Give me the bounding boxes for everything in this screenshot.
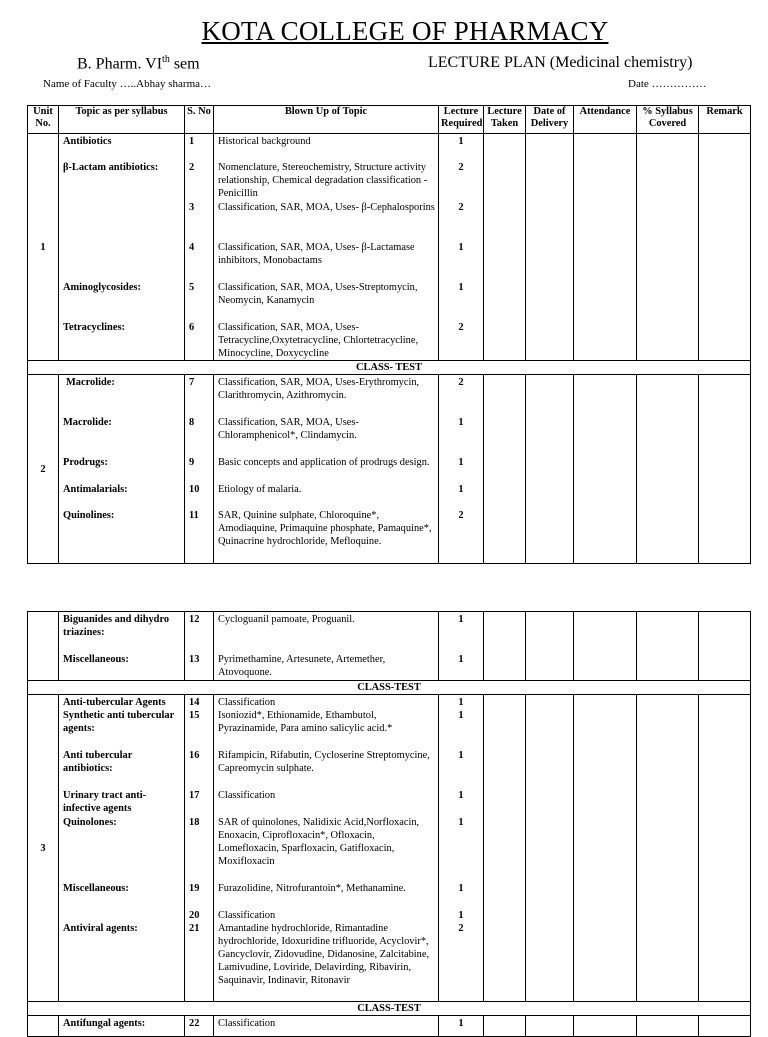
sno-column: [185, 375, 214, 564]
topic: Anti tubercular antibiotics:: [63, 750, 133, 774]
topic: Prodrugs:: [63, 457, 108, 468]
syllabus-covered-cell: [637, 612, 699, 681]
attendance-cell: [574, 612, 637, 681]
date-field: Date ……………: [628, 78, 707, 90]
date-of-delivery-cell: [526, 612, 574, 681]
date-of-delivery-cell: [526, 695, 574, 1002]
blown-up-topic: Rifampicin, Rifabutin, Cycloserine Streptomycine, Capreomycin sulphate.: [218, 750, 430, 774]
blown-up-topic: Basic concepts and application of prodrugs design.: [218, 457, 430, 468]
class-test-row: [28, 361, 751, 375]
serial-number: 1: [189, 136, 195, 147]
topic: Macrolide:: [66, 377, 115, 388]
serial-number: 15: [189, 710, 200, 721]
serial-number: 3: [189, 202, 195, 213]
lecture-required: 1: [458, 817, 464, 828]
serial-number: 7: [189, 377, 195, 388]
col-header: Lecture Required: [439, 106, 484, 134]
col-header: Unit No.: [28, 106, 59, 134]
remark-cell: [699, 695, 751, 1002]
serial-number: 10: [189, 484, 200, 495]
lecture-required: 1: [458, 417, 464, 428]
sno-column: [185, 134, 214, 361]
lecture-required: 1: [458, 750, 464, 761]
blown-up-topic: SAR, Quinine sulphate, Chloroquine*, Amodiaquine, Primaquine phosphate, Pamaquine*, Quinacrine hydrochloride, Mefloquine.: [218, 510, 432, 547]
lecture-required: 1: [458, 242, 464, 253]
unit-number: [28, 612, 59, 681]
serial-number: 14: [189, 697, 200, 708]
table-row: [28, 695, 751, 1002]
class-test-label: CLASS-TEST: [28, 681, 751, 695]
lecture-required-column: [439, 1016, 484, 1037]
lecture-required: 2: [458, 377, 464, 388]
topic: Macrolide:: [63, 417, 112, 428]
col-header: Date of Delivery: [526, 106, 574, 134]
unit-number: 2: [28, 375, 59, 564]
blown-column: [214, 612, 439, 681]
lecture-taken-cell: [484, 612, 526, 681]
sno-column: [185, 695, 214, 1002]
blown-up-topic: Classification: [218, 790, 276, 801]
remark-cell: [699, 1016, 751, 1037]
topic: Miscellaneous:: [63, 883, 129, 894]
unit-number: 3: [28, 695, 59, 1002]
blown-up-topic: Classification, SAR, MOA, Uses- β-Cephalosporins: [218, 202, 435, 213]
blown-up-topic: Cycloguanil pamoate, Proguanil.: [218, 614, 355, 625]
topic: Aminoglycosides:: [63, 282, 141, 293]
lecture-required-column: [439, 612, 484, 681]
topic-column: [59, 612, 185, 681]
col-header: Topic as per syllabus: [59, 106, 185, 134]
blown-up-topic: Classification, SAR, MOA, Uses-Erythromycin, Clarithromycin, Azithromycin.: [218, 377, 420, 401]
blown-up-topic: Classification, SAR, MOA, Uses-Streptomycin, Neomycin, Kanamycin: [218, 282, 418, 306]
lecture-required-column: [439, 695, 484, 1002]
topic: β-Lactam antibiotics:: [63, 162, 159, 173]
lecture-required: 1: [458, 1018, 464, 1029]
attendance-cell: [574, 695, 637, 1002]
course-label: B. Pharm. VIth sem: [77, 54, 200, 73]
topic: Quinolines:: [63, 510, 115, 521]
serial-number: 20: [189, 910, 200, 921]
sno-column: [185, 612, 214, 681]
lecture-required: 1: [458, 790, 464, 801]
topic-column: [59, 1016, 185, 1037]
table-row: [28, 612, 751, 681]
attendance-cell: [574, 134, 637, 361]
lecture-taken-cell: [484, 134, 526, 361]
blown-up-topic: Classification, SAR, MOA, Uses-Chloramphenicol*, Clindamycin.: [218, 417, 359, 441]
blown-up-topic: Classification: [218, 1018, 276, 1029]
serial-number: 13: [189, 654, 200, 665]
lecture-required: 2: [458, 202, 464, 213]
header-row: [28, 106, 751, 134]
topic: Anti-tubercular Agents: [63, 697, 166, 708]
topic: Antimalarials:: [63, 484, 128, 495]
lecture-required: 2: [458, 322, 464, 333]
topic: Urinary tract anti-infective agents: [63, 790, 147, 814]
lecture-required: 1: [458, 910, 464, 921]
lecture-required: 1: [458, 614, 464, 625]
topic: Synthetic anti tubercular agents:: [63, 710, 175, 734]
blown-up-topic: Classification: [218, 910, 276, 921]
blown-up-topic: SAR of quinolones, Nalidixic Acid,Norfloxacin, Enoxacin, Ciprofloxacin*, Ofloxacin, Lomefloxacin, Sparfloxacin, Gatifloxacin, Moxifloxacin: [218, 817, 420, 867]
serial-number: 18: [189, 817, 200, 828]
topic-column: [59, 375, 185, 564]
topic: Quinolones:: [63, 817, 117, 828]
blown-up-topic: Classification: [218, 697, 276, 708]
lecture-required: 1: [458, 136, 464, 147]
blown-column: [214, 375, 439, 564]
col-header: S. No: [185, 106, 214, 134]
remark-cell: [699, 134, 751, 361]
col-header: Attendance: [574, 106, 637, 134]
lecture-required: 2: [458, 923, 464, 934]
topic: Antifungal agents:: [63, 1018, 146, 1029]
serial-number: 4: [189, 242, 195, 253]
syllabus-covered-cell: [637, 695, 699, 1002]
topic: Antibiotics: [63, 136, 112, 147]
remark-cell: [699, 375, 751, 564]
topic-column: [59, 695, 185, 1002]
serial-number: 19: [189, 883, 200, 894]
remark-cell: [699, 612, 751, 681]
blown-up-topic: Pyrimethamine, Artesunete, Artemether, Atovoquone.: [218, 654, 386, 678]
topic: Antiviral agents:: [63, 923, 138, 934]
serial-number: 16: [189, 750, 200, 761]
lecture-required-column: [439, 134, 484, 361]
lecture-required-column: [439, 375, 484, 564]
topic: Tetracyclines:: [63, 322, 125, 333]
lecture-taken-cell: [484, 695, 526, 1002]
table-row: [28, 375, 751, 564]
class-test-label: CLASS-TEST: [28, 1002, 751, 1016]
blown-column: [214, 695, 439, 1002]
col-header: Blown Up of Topic: [214, 106, 439, 134]
lecture-required: 1: [458, 654, 464, 665]
col-header: Remark: [699, 106, 751, 134]
topic: Miscellaneous:: [63, 654, 129, 665]
serial-number: 9: [189, 457, 195, 468]
class-test-row: [28, 1002, 751, 1016]
serial-number: 21: [189, 923, 200, 934]
serial-number: 6: [189, 322, 195, 333]
lecture-plan-table-part2: [27, 611, 751, 1037]
lecture-taken-cell: [484, 375, 526, 564]
lecture-required: 1: [458, 484, 464, 495]
lecture-required: 2: [458, 510, 464, 521]
syllabus-covered-cell: [637, 375, 699, 564]
serial-number: 2: [189, 162, 195, 173]
lecture-taken-cell: [484, 1016, 526, 1037]
blown-up-topic: Classification, SAR, MOA, Uses- β-Lactamase inhibitors, Monobactams: [218, 242, 415, 266]
topic-column: [59, 134, 185, 361]
topic: Biguanides and dihydro triazines:: [63, 614, 170, 638]
lecture-required: 1: [458, 457, 464, 468]
serial-number: 22: [189, 1018, 200, 1029]
lecture-required: 2: [458, 162, 464, 173]
blown-up-topic: Amantadine hydrochloride, Rimantadine hydrochloride, Idoxuridine trifluoride, Acyclovir*, Gancyclovir, Zidovudine, Didanosine, Zalcitabine, Lamivudine, Loviride, Delavirding, Ribavirin, Saquinavir, Indinavir, Ritonavir: [218, 923, 430, 986]
table-row: [28, 1016, 751, 1037]
lecture-required: 1: [458, 710, 464, 721]
lecture-plan-table-part1: [27, 105, 751, 564]
blown-up-topic: Historical background: [218, 136, 311, 147]
faculty-name: Name of Faculty …..Abhay sharma…: [43, 78, 212, 90]
college-title: KOTA COLLEGE OF PHARMACY: [201, 16, 609, 46]
blown-up-topic: Etiology of malaria.: [218, 484, 302, 495]
blown-column: [214, 1016, 439, 1037]
lecture-required: 1: [458, 883, 464, 894]
class-test-label: CLASS- TEST: [28, 361, 751, 375]
date-of-delivery-cell: [526, 375, 574, 564]
blown-up-topic: Furazolidine, Nitrofurantoin*, Methanamine.: [218, 883, 406, 894]
blown-up-topic: Isoniozid*, Ethionamide, Ethambutol, Pyrazinamide, Para amino salicylic acid.*: [218, 710, 393, 734]
syllabus-covered-cell: [637, 1016, 699, 1037]
serial-number: 8: [189, 417, 195, 428]
serial-number: 5: [189, 282, 195, 293]
unit-number: 1: [28, 134, 59, 361]
serial-number: 11: [189, 510, 199, 521]
lecture-required: 1: [458, 697, 464, 708]
date-of-delivery-cell: [526, 1016, 574, 1037]
lecture-required: 1: [458, 282, 464, 293]
blown-up-topic: Nomenclature, Stereochemistry, Structure activity relationship, Chemical degradation classification - Penicillin: [218, 162, 428, 199]
attendance-cell: [574, 1016, 637, 1037]
sno-column: [185, 1016, 214, 1037]
syllabus-covered-cell: [637, 134, 699, 361]
plan-title: LECTURE PLAN (Medicinal chemistry): [428, 54, 693, 71]
serial-number: 17: [189, 790, 200, 801]
blown-up-topic: Classification, SAR, MOA, Uses-Tetracycline,Oxytetracycline, Chlortetracycline, Minocycline, Doxycycline: [218, 322, 419, 359]
attendance-cell: [574, 375, 637, 564]
class-test-row: [28, 681, 751, 695]
date-of-delivery-cell: [526, 134, 574, 361]
serial-number: 12: [189, 614, 200, 625]
blown-column: [214, 134, 439, 361]
col-header: Lecture Taken: [484, 106, 526, 134]
unit-number: [28, 1016, 59, 1037]
col-header: % Syllabus Covered: [637, 106, 699, 134]
